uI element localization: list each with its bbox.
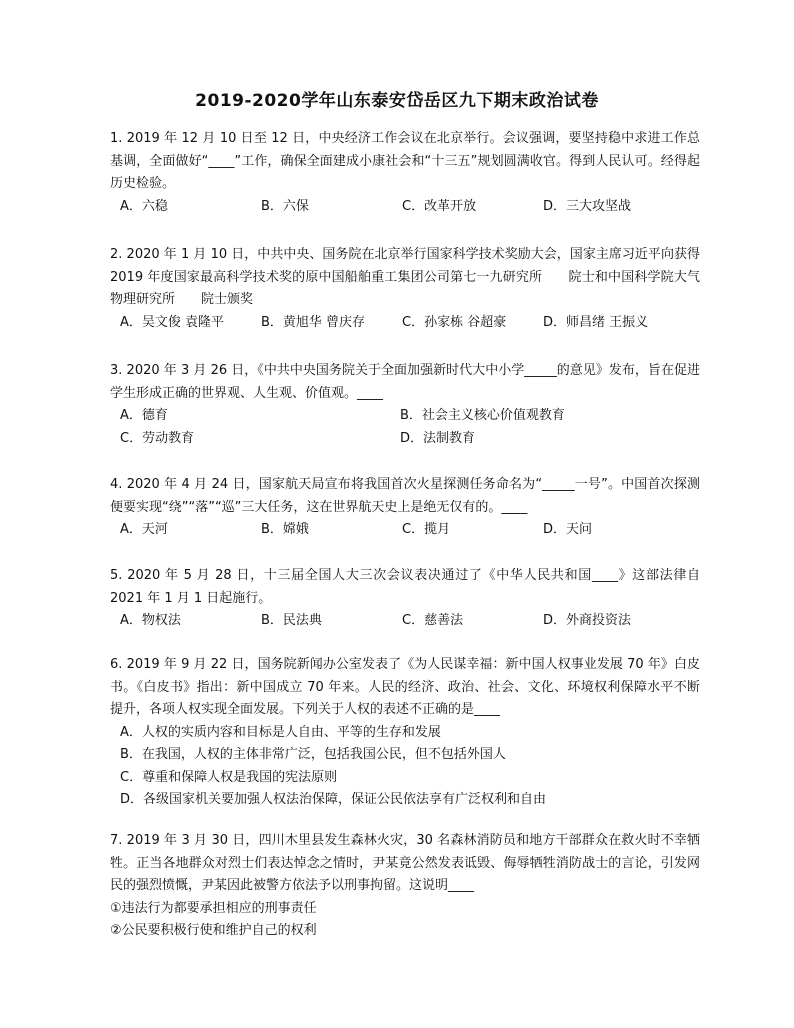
question-5 — [110, 565, 700, 633]
option-a: A．吴文俊 袁隆平 — [120, 314, 225, 330]
question-4 — [110, 474, 700, 542]
option-a: A．天河 — [120, 522, 168, 537]
statement-1: ①违法行为都要承担相应的刑事责任 — [110, 900, 317, 916]
exam-title: 2019-2020学年山东泰安岱岳区九下期末政治试卷 — [195, 91, 599, 111]
question-1 — [110, 128, 700, 218]
option-c: C．尊重和保障人权是我国的宪法原则 — [120, 769, 338, 785]
option-a: A．人权的实质内容和目标是人自由、平等的生存和发展 — [120, 724, 441, 740]
option-d: D．师昌绪 王振义 — [543, 314, 649, 330]
question-7 — [110, 830, 700, 943]
options-row — [120, 196, 700, 219]
statement-2: ②公民要积极行使和维护自己的权利 — [110, 923, 317, 938]
options-row — [120, 312, 700, 335]
option-a: A．物权法 — [120, 613, 181, 628]
option-c: C．揽月 — [402, 522, 451, 537]
question-stem: 7. 2019 年 3 月 30 日，四川木里县发生森林火灾，30 名森林消防员和地方干部群众在救火时不幸牺牲。正当各地群众对烈士们表达悼念之情时，尹某竟公然发表诋毁、侮辱牺牲消防战士的言论，引发网民的强烈愤慨，尹某因此被警方依法予以刑事拘留。这说明____ — [110, 833, 700, 893]
question-3 — [110, 360, 700, 450]
question-stem: 1. 2019 年 12 月 10 日至 12 日，中央经济工作会议在北京举行。会议强调，要坚持稳中求进工作总基调，全面做好“____”工作，确保全面建成小康社会和“十三五”规划圆满收官。得到人民认可。经得起历史检验。 — [110, 131, 700, 191]
option-b: B．六保 — [261, 198, 309, 214]
option-d: D．法制教育 — [400, 430, 476, 446]
option-b: B．社会主义核心价值观教育 — [400, 408, 565, 423]
options-grid — [120, 405, 700, 450]
options-row — [120, 519, 700, 542]
option-b: B．民法典 — [261, 613, 322, 628]
option-d: D．各级国家机关要加强人权法治保障，保证公民依法享有广泛权利和自由 — [120, 792, 547, 807]
option-d: D．天问 — [543, 522, 593, 537]
option-c: C．慈善法 — [402, 613, 464, 628]
question-stem: 4. 2020 年 4 月 24 日，国家航天局宣布将我国首次火星探测任务命名为“_____一号”。中国首次探测便要实现“绕”“落”“巡”三大任务，这在世界航天史上是绝无仅有的。____ — [110, 477, 700, 515]
option-d: D．三大攻坚战 — [543, 198, 632, 214]
options-row — [120, 610, 700, 633]
question-stem: 2. 2020 年 1 月 10 日，中共中央、国务院在北京举行国家科学技术奖励大会，国家主席习近平向获得 2019 年度国家最高科学技术奖的原中国船舶重工集团公司第七一九研究所 院士和中国科学院大气物理研究所 院士颁奖 — [110, 247, 700, 307]
option-b: B．嫦娥 — [261, 522, 309, 537]
question-stem: 5. 2020 年 5 月 28 日，十三届全国人大三次会议表决通过了《中华人民共和国____》这部法律自 2021 年 1 月 1 日起施行。 — [110, 568, 700, 606]
option-a: A．德育 — [120, 408, 168, 423]
question-2 — [110, 244, 700, 334]
question-stem: 6. 2019 年 9 月 22 日，国务院新闻办公室发表了《为人民谋幸福：新中国人权事业发展 70 年》白皮书。《白皮书》指出：新中国成立 70 年来。人民的经济、政治、社会、文化、环境权利保障水平不断提升，各项人权实现全面发展。下列关于人权的表述不正确的是____ — [110, 657, 700, 717]
option-a: A．六稳 — [120, 198, 168, 214]
option-b: B．黄旭华 曾庆存 — [261, 314, 366, 330]
option-d: D．外商投资法 — [543, 613, 632, 628]
option-c: C．改革开放 — [402, 198, 477, 214]
question-6 — [110, 654, 700, 812]
option-b: B．在我国，人权的主体非常广泛，包括我国公民，但不包括外国人 — [120, 747, 506, 762]
options-list — [120, 722, 700, 812]
option-c: C．孙家栋 谷超豪 — [402, 314, 507, 330]
option-c: C．劳动教育 — [120, 430, 195, 446]
question-stem: 3. 2020 年 3 月 26 日，《中共中央国务院关于全面加强新时代大中小学_____的意见》发布，旨在促进学生形成正确的世界观、人生观、价值观。____ — [110, 363, 700, 401]
statement-list — [110, 898, 700, 943]
